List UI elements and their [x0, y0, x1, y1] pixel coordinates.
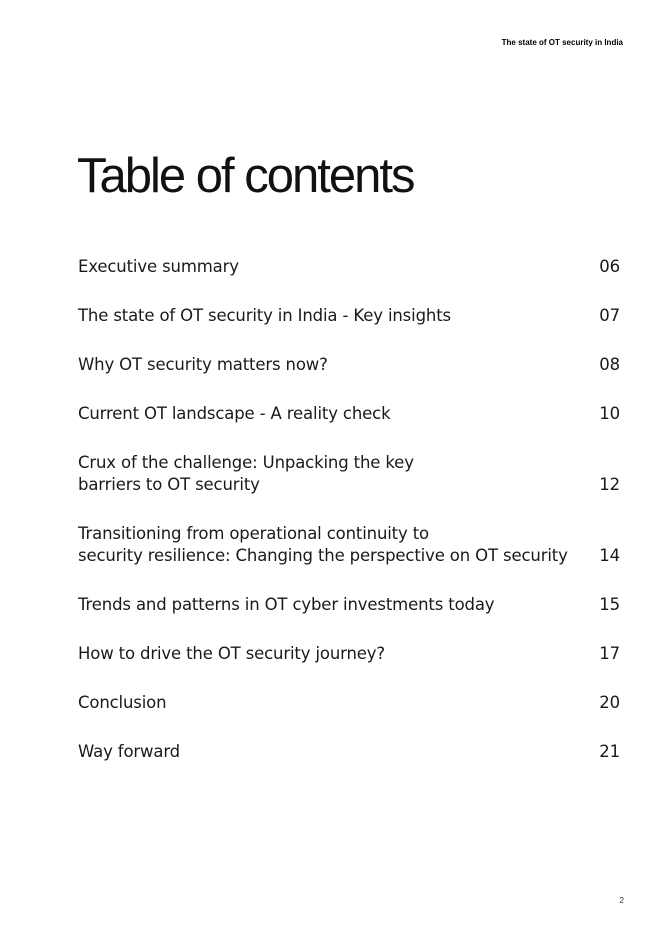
- toc-entry-page: 07: [599, 306, 620, 325]
- toc-entry-label: How to drive the OT security journey?: [78, 644, 386, 663]
- toc-entry-label: Trends and patterns in OT cyber investments today: [78, 595, 495, 614]
- toc-entry-page: 14: [599, 546, 620, 565]
- toc-entry-conclusion[interactable]: [78, 692, 622, 714]
- toc-entry-label: Current OT landscape - A reality check: [78, 404, 391, 423]
- page-number: 2: [619, 896, 624, 905]
- toc-entry-why-ot-security[interactable]: [78, 354, 622, 376]
- toc-entry-transitioning[interactable]: [78, 523, 622, 567]
- toc-entry-drive-journey[interactable]: [78, 643, 622, 665]
- toc-entry-page: 20: [599, 693, 620, 712]
- toc-entry-page: 10: [599, 404, 620, 423]
- toc-entry-key-insights[interactable]: [78, 305, 622, 327]
- toc-entry-trends-and-patterns[interactable]: [78, 594, 622, 616]
- toc-entry-executive-summary[interactable]: [78, 256, 622, 278]
- toc-entry-page: 21: [599, 742, 620, 761]
- toc-entry-label: Executive summary: [78, 257, 239, 276]
- toc-entry-page: 17: [599, 644, 620, 663]
- toc-entry-label: Conclusion: [78, 693, 167, 712]
- toc-entry-page: 06: [599, 257, 620, 276]
- toc-entry-label: Crux of the challenge: Unpacking the key barriers to OT security: [78, 453, 414, 494]
- table-of-contents: [78, 256, 622, 790]
- toc-entry-crux-of-challenge[interactable]: [78, 452, 622, 496]
- toc-entry-label: Transitioning from operational continuity to security resilience: Changing the perspective on OT security: [78, 524, 568, 565]
- page-title: Table of contents: [77, 149, 414, 203]
- toc-entry-label: The state of OT security in India - Key insights: [78, 306, 451, 325]
- toc-entry-page: 08: [599, 355, 620, 374]
- toc-entry-current-landscape[interactable]: [78, 403, 622, 425]
- toc-entry-page: 12: [599, 475, 620, 494]
- toc-entry-label: Way forward: [78, 742, 180, 761]
- toc-entry-label: Why OT security matters now?: [78, 355, 328, 374]
- toc-entry-way-forward[interactable]: [78, 741, 622, 763]
- toc-entry-page: 15: [599, 595, 620, 614]
- running-header-title: The state of OT security in India: [501, 38, 623, 47]
